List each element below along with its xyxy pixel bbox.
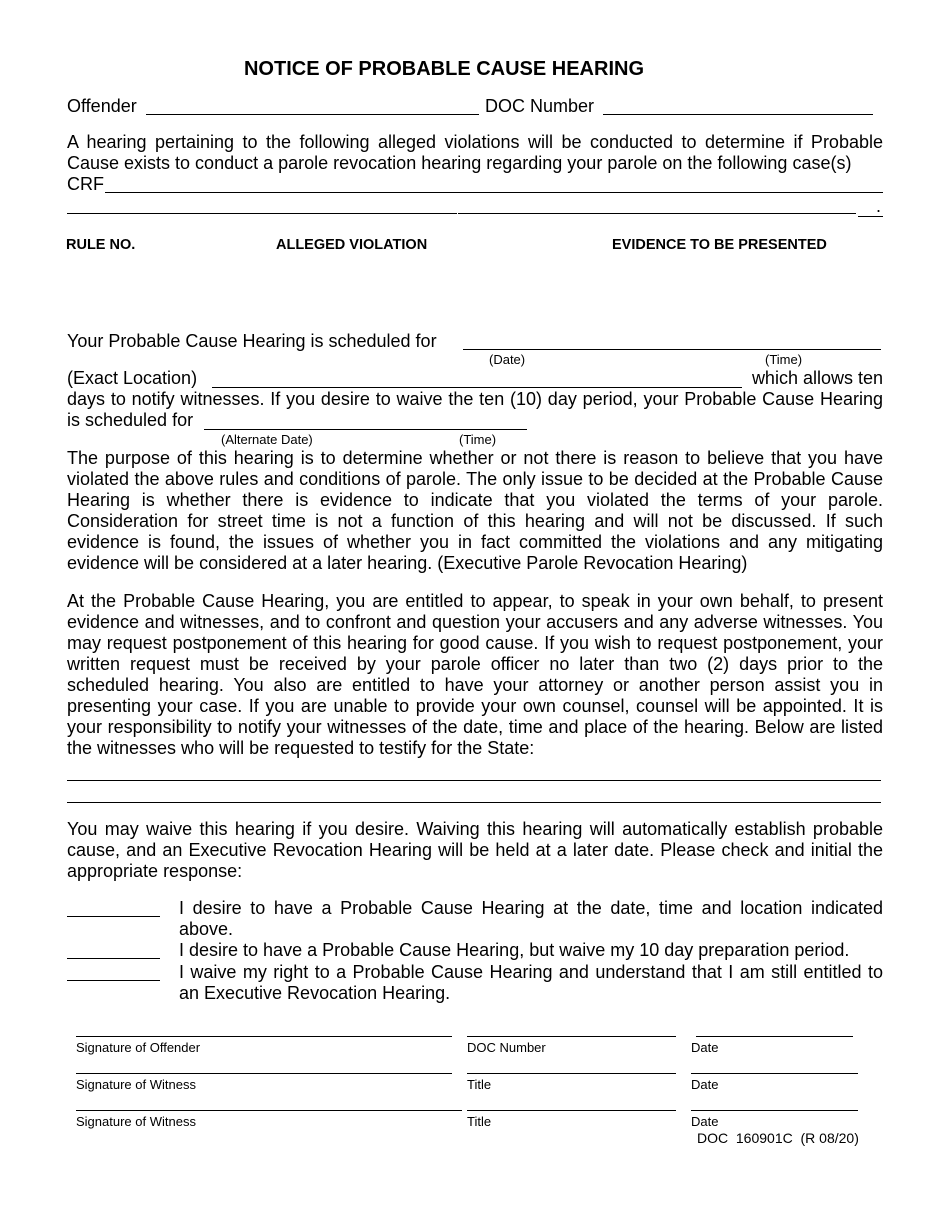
witness-1-signature-field[interactable] (76, 1073, 452, 1074)
witness-2-title-field[interactable] (467, 1110, 676, 1111)
witness-1-date-field[interactable] (691, 1073, 858, 1074)
schedule-date-time-field[interactable] (463, 349, 881, 350)
location-label: (Exact Location) (67, 368, 198, 388)
alternate-date-time-field[interactable] (204, 429, 527, 430)
column-rule-no: RULE NO. (66, 237, 136, 253)
alternate-time-caption: (Time) (459, 432, 497, 447)
page-title: NOTICE OF PROBABLE CAUSE HEARING (243, 58, 645, 80)
signature-witness-1-label: Signature of Witness (76, 1077, 196, 1092)
title-sig-label-2: Title (467, 1114, 492, 1129)
option-3-text: I waive my right to a Probable Cause Hearing and understand that I am still entitled to an Executive Revocation Hearing. (179, 962, 883, 1003)
purpose-paragraph: The purpose of this hearing is to determine whether or not there is reason to believe that you have violated the above rules and conditions of parole. The only issue to be decided at the Probable Cause Hearing is whether there is evidence to indicate that you violated the terms of your parole. Consideration for street time is not a function of this hearing and will not be discussed. If such evidence is found, the issues of whether you in fact committed the violations and any mitigating evidence will be considered at a later hearing. (Executive Parole Revocation Hearing) (67, 448, 883, 573)
doc-number-label: DOC Number (485, 96, 595, 116)
doc-number-sig-label: DOC Number (467, 1040, 546, 1055)
crf-label: CRF (67, 174, 104, 194)
crf-field[interactable] (105, 192, 883, 193)
witness-2-date-field[interactable] (691, 1110, 858, 1111)
alt-scheduled-label: is scheduled for (67, 410, 194, 430)
form-number: DOC 160901C (R 08/20) (697, 1130, 859, 1146)
offender-label: Offender (67, 96, 137, 116)
crf-field-continued-a[interactable] (67, 213, 457, 214)
title-sig-label-1: Title (467, 1077, 492, 1092)
offender-date-field[interactable] (696, 1036, 853, 1037)
column-alleged-violation: ALLEGED VIOLATION (276, 237, 428, 253)
witness-2-signature-field[interactable] (76, 1110, 462, 1111)
date-sig-label-2: Date (691, 1077, 719, 1092)
option-3-initial-field[interactable] (67, 980, 160, 981)
doc-number-field[interactable] (603, 114, 873, 115)
allows-ten-text: which allows ten (751, 368, 883, 388)
date-sig-label-1: Date (691, 1040, 719, 1055)
signature-offender-label: Signature of Offender (76, 1040, 201, 1055)
date-sig-label-3: Date (691, 1114, 719, 1129)
schedule-label: Your Probable Cause Hearing is scheduled for (67, 331, 437, 351)
waiver-paragraph: You may waive this hearing if you desire. Waiving this hearing will automatically establish probable cause, and an Executive Revocation Hearing will be held at a later date. Please check and initial the appropriate response: (67, 819, 883, 881)
option-1-text: I desire to have a Probable Cause Hearing at the date, time and location indicated above. (179, 898, 883, 939)
witness-list-line-1[interactable] (67, 780, 881, 781)
location-field[interactable] (212, 387, 742, 388)
column-evidence: EVIDENCE TO BE PRESENTED (612, 237, 827, 253)
crf-period: . (876, 196, 882, 216)
time-caption: (Time) (765, 352, 803, 367)
date-caption: (Date) (489, 352, 526, 367)
witness-list-line-2[interactable] (67, 802, 881, 803)
signature-witness-2-label: Signature of Witness (76, 1114, 196, 1129)
crf-field-continued-b[interactable] (458, 213, 856, 214)
option-1-initial-field[interactable] (67, 916, 160, 917)
offender-signature-field[interactable] (76, 1036, 452, 1037)
option-2-text: I desire to have a Probable Cause Hearing, but waive my 10 day preparation period. (179, 940, 850, 960)
option-2-initial-field[interactable] (67, 958, 160, 959)
offender-doc-number-field[interactable] (467, 1036, 676, 1037)
intro-text: A hearing pertaining to the following alleged violations will be conducted to determine if Probable Cause exists to conduct a parole revocation hearing regarding your parole on the following case(s) (67, 132, 883, 173)
alternate-date-caption: (Alternate Date) (221, 432, 313, 447)
waive-period-text: days to notify witnesses. If you desire to waive the ten (10) day period, your Probable Cause Hearing (67, 389, 883, 409)
offender-field[interactable] (146, 114, 479, 115)
witness-1-title-field[interactable] (467, 1073, 676, 1074)
crf-period-line (858, 216, 883, 217)
rights-paragraph: At the Probable Cause Hearing, you are entitled to appear, to speak in your own behalf, to present evidence and witnesses, and to confront and question your accusers and any adverse witnesses. You may request postponement of this hearing for good cause. If you wish to request postponement, your written request must be received by your parole officer no later than two (2) days prior to the scheduled hearing. You also are entitled to have your attorney or another person assist you in presenting your case. If you are unable to provide your own counsel, counsel will be appointed. It is your responsibility to notify your witnesses of the date, time and place of the hearing. Below are listed the witnesses who will be requested to testify for the State: (67, 591, 883, 758)
